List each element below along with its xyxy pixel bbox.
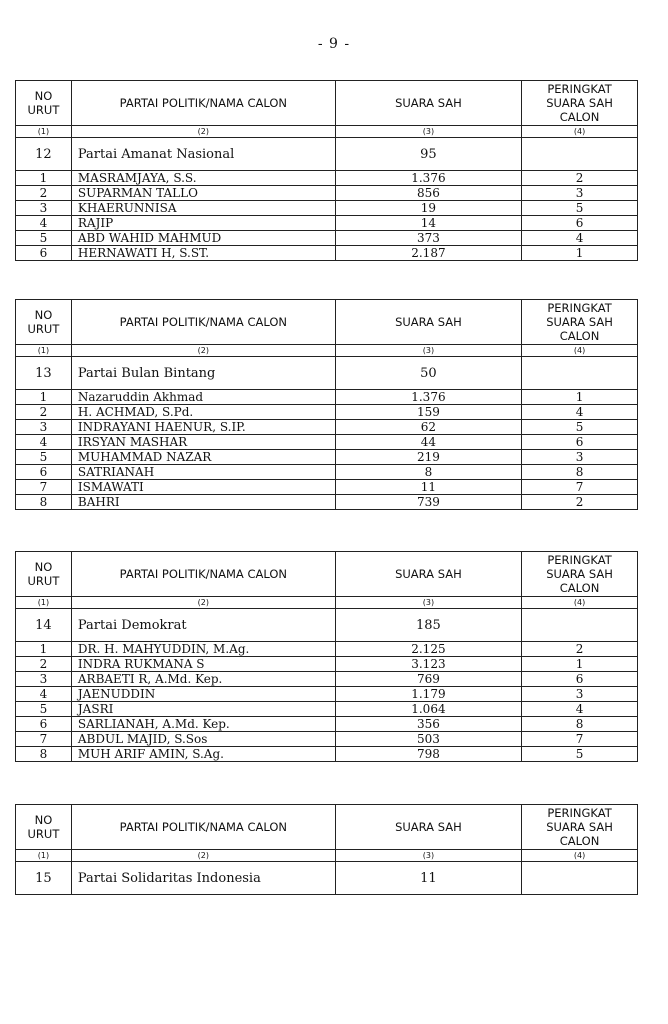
candidate-name: ARBAETI R, A.Md. Kep. xyxy=(71,672,335,687)
candidate-number: 1 xyxy=(16,171,72,186)
column-index-row xyxy=(16,850,638,862)
column-index: (3) xyxy=(335,850,521,862)
candidate-rank: 8 xyxy=(522,717,638,732)
candidate-votes: 19 xyxy=(335,201,521,216)
candidate-row xyxy=(16,465,638,480)
column-index: (2) xyxy=(71,850,335,862)
vote-table xyxy=(15,804,638,895)
candidate-name: ISMAWATI xyxy=(71,480,335,495)
column-index: (1) xyxy=(16,850,72,862)
party-rank xyxy=(522,138,638,171)
header-no-urut: NO URUT xyxy=(16,552,72,597)
candidate-row xyxy=(16,702,638,717)
candidate-number: 3 xyxy=(16,201,72,216)
candidate-row xyxy=(16,171,638,186)
column-index: (1) xyxy=(16,597,72,609)
column-index-row xyxy=(16,345,638,357)
candidate-row xyxy=(16,657,638,672)
candidate-votes: 219 xyxy=(335,450,521,465)
party-rank xyxy=(522,609,638,642)
candidate-number: 6 xyxy=(16,465,72,480)
candidate-number: 6 xyxy=(16,246,72,261)
candidate-votes: 3.123 xyxy=(335,657,521,672)
header-partai: PARTAI POLITIK/NAMA CALON xyxy=(71,552,335,597)
header-row xyxy=(16,552,638,597)
candidate-row xyxy=(16,186,638,201)
candidate-votes: 739 xyxy=(335,495,521,510)
party-name: Partai Solidaritas Indonesia xyxy=(71,862,335,895)
header-partai: PARTAI POLITIK/NAMA CALON xyxy=(71,805,335,850)
candidate-row xyxy=(16,450,638,465)
candidate-row xyxy=(16,216,638,231)
candidate-rank: 4 xyxy=(522,231,638,246)
candidate-number: 5 xyxy=(16,231,72,246)
candidate-votes: 11 xyxy=(335,480,521,495)
candidate-rank: 5 xyxy=(522,747,638,762)
party-number: 12 xyxy=(16,138,72,171)
candidate-votes: 2.125 xyxy=(335,642,521,657)
candidate-name: IRSYAN MASHAR xyxy=(71,435,335,450)
candidate-number: 2 xyxy=(16,186,72,201)
candidate-row xyxy=(16,435,638,450)
candidate-row xyxy=(16,480,638,495)
candidate-rank: 3 xyxy=(522,687,638,702)
column-index: (2) xyxy=(71,126,335,138)
candidate-number: 2 xyxy=(16,405,72,420)
column-index: (3) xyxy=(335,126,521,138)
candidate-votes: 159 xyxy=(335,405,521,420)
candidate-rank: 2 xyxy=(522,171,638,186)
party-name: Partai Amanat Nasional xyxy=(71,138,335,171)
candidate-name: MASRAMJAYA, S.S. xyxy=(71,171,335,186)
candidate-row xyxy=(16,231,638,246)
candidate-rank: 6 xyxy=(522,216,638,231)
candidate-name: MUH ARIF AMIN, S.Ag. xyxy=(71,747,335,762)
candidate-votes: 798 xyxy=(335,747,521,762)
header-suara: SUARA SAH xyxy=(335,300,521,345)
column-index: (1) xyxy=(16,126,72,138)
header-no-urut: NO URUT xyxy=(16,805,72,850)
header-suara: SUARA SAH xyxy=(335,81,521,126)
party-name: Partai Bulan Bintang xyxy=(71,357,335,390)
candidate-votes: 856 xyxy=(335,186,521,201)
candidate-rank: 3 xyxy=(522,450,638,465)
party-number: 13 xyxy=(16,357,72,390)
candidate-name: SUPARMAN TALLO xyxy=(71,186,335,201)
candidate-row xyxy=(16,201,638,216)
candidate-rank: 7 xyxy=(522,732,638,747)
candidate-name: SARLIANAH, A.Md. Kep. xyxy=(71,717,335,732)
party-row xyxy=(16,609,638,642)
party-row xyxy=(16,862,638,895)
party-rank xyxy=(522,357,638,390)
candidate-number: 4 xyxy=(16,687,72,702)
candidate-name: KHAERUNNISA xyxy=(71,201,335,216)
candidate-number: 3 xyxy=(16,420,72,435)
candidate-number: 4 xyxy=(16,216,72,231)
candidate-name: ABDUL MAJID, S.Sos xyxy=(71,732,335,747)
party-rank xyxy=(522,862,638,895)
candidate-votes: 1.376 xyxy=(335,171,521,186)
candidate-rank: 1 xyxy=(522,657,638,672)
party-name: Partai Demokrat xyxy=(71,609,335,642)
candidate-votes: 1.179 xyxy=(335,687,521,702)
candidate-number: 4 xyxy=(16,435,72,450)
party-number: 14 xyxy=(16,609,72,642)
header-partai: PARTAI POLITIK/NAMA CALON xyxy=(71,81,335,126)
candidate-row xyxy=(16,717,638,732)
column-index: (2) xyxy=(71,597,335,609)
vote-table xyxy=(15,80,638,261)
header-no-urut: NO URUT xyxy=(16,300,72,345)
candidate-number: 3 xyxy=(16,672,72,687)
candidate-number: 5 xyxy=(16,450,72,465)
candidate-votes: 14 xyxy=(335,216,521,231)
candidate-number: 8 xyxy=(16,747,72,762)
candidate-row xyxy=(16,732,638,747)
candidate-row xyxy=(16,687,638,702)
candidate-name: JAENUDDIN xyxy=(71,687,335,702)
candidate-rank: 2 xyxy=(522,642,638,657)
candidate-row xyxy=(16,405,638,420)
candidate-name: SATRIANAH xyxy=(71,465,335,480)
party-votes: 185 xyxy=(335,609,521,642)
candidate-votes: 356 xyxy=(335,717,521,732)
party-table xyxy=(15,804,638,895)
candidate-votes: 62 xyxy=(335,420,521,435)
column-index: (4) xyxy=(522,850,638,862)
candidate-rank: 6 xyxy=(522,435,638,450)
candidate-row xyxy=(16,672,638,687)
party-table xyxy=(15,299,638,510)
vote-table xyxy=(15,551,638,762)
party-table xyxy=(15,80,638,261)
candidate-votes: 1.064 xyxy=(335,702,521,717)
candidate-votes: 44 xyxy=(335,435,521,450)
candidate-votes: 769 xyxy=(335,672,521,687)
candidate-rank: 8 xyxy=(522,465,638,480)
candidate-name: JASRI xyxy=(71,702,335,717)
column-index: (4) xyxy=(522,126,638,138)
party-number: 15 xyxy=(16,862,72,895)
candidate-votes: 503 xyxy=(335,732,521,747)
header-peringkat: PERINGKAT SUARA SAH CALON xyxy=(522,81,638,126)
column-index: (1) xyxy=(16,345,72,357)
candidate-number: 6 xyxy=(16,717,72,732)
header-partai: PARTAI POLITIK/NAMA CALON xyxy=(71,300,335,345)
header-no-urut: NO URUT xyxy=(16,81,72,126)
party-votes: 95 xyxy=(335,138,521,171)
party-row xyxy=(16,357,638,390)
candidate-rank: 1 xyxy=(522,246,638,261)
candidate-name: INDRAYANI HAENUR, S.IP. xyxy=(71,420,335,435)
header-suara: SUARA SAH xyxy=(335,805,521,850)
candidate-votes: 373 xyxy=(335,231,521,246)
candidate-number: 2 xyxy=(16,657,72,672)
candidate-number: 8 xyxy=(16,495,72,510)
header-row xyxy=(16,81,638,126)
candidate-name: BAHRI xyxy=(71,495,335,510)
candidate-name: DR. H. MAHYUDDIN, M.Ag. xyxy=(71,642,335,657)
candidate-name: HERNAWATI H, S.ST. xyxy=(71,246,335,261)
candidate-rank: 4 xyxy=(522,702,638,717)
candidate-name: Nazaruddin Akhmad xyxy=(71,390,335,405)
candidate-number: 1 xyxy=(16,390,72,405)
candidate-number: 5 xyxy=(16,702,72,717)
candidate-rank: 3 xyxy=(522,186,638,201)
header-peringkat: PERINGKAT SUARA SAH CALON xyxy=(522,552,638,597)
candidate-name: RAJIP xyxy=(71,216,335,231)
party-votes: 11 xyxy=(335,862,521,895)
candidate-rank: 4 xyxy=(522,405,638,420)
column-index-row xyxy=(16,597,638,609)
column-index: (3) xyxy=(335,597,521,609)
header-peringkat: PERINGKAT SUARA SAH CALON xyxy=(522,300,638,345)
column-index-row xyxy=(16,126,638,138)
candidate-rank: 2 xyxy=(522,495,638,510)
candidate-name: MUHAMMAD NAZAR xyxy=(71,450,335,465)
candidate-rank: 1 xyxy=(522,390,638,405)
candidate-number: 7 xyxy=(16,732,72,747)
party-table xyxy=(15,551,638,762)
candidate-rank: 5 xyxy=(522,201,638,216)
candidate-number: 1 xyxy=(16,642,72,657)
header-row xyxy=(16,805,638,850)
candidate-number: 7 xyxy=(16,480,72,495)
candidate-row xyxy=(16,495,638,510)
column-index: (4) xyxy=(522,597,638,609)
vote-table xyxy=(15,299,638,510)
candidate-row xyxy=(16,747,638,762)
page-number: - 9 - xyxy=(317,36,351,52)
header-row xyxy=(16,300,638,345)
party-row xyxy=(16,138,638,171)
header-peringkat: PERINGKAT SUARA SAH CALON xyxy=(522,805,638,850)
party-votes: 50 xyxy=(335,357,521,390)
header-suara: SUARA SAH xyxy=(335,552,521,597)
column-index: (3) xyxy=(335,345,521,357)
candidate-rank: 5 xyxy=(522,420,638,435)
candidate-row xyxy=(16,246,638,261)
candidate-votes: 2.187 xyxy=(335,246,521,261)
candidate-name: ABD WAHID MAHMUD xyxy=(71,231,335,246)
candidate-row xyxy=(16,420,638,435)
candidate-row xyxy=(16,642,638,657)
column-index: (4) xyxy=(522,345,638,357)
candidate-name: INDRA RUKMANA S xyxy=(71,657,335,672)
candidate-votes: 8 xyxy=(335,465,521,480)
candidate-rank: 6 xyxy=(522,672,638,687)
candidate-name: H. ACHMAD, S.Pd. xyxy=(71,405,335,420)
candidate-votes: 1.376 xyxy=(335,390,521,405)
candidate-row xyxy=(16,390,638,405)
column-index: (2) xyxy=(71,345,335,357)
candidate-rank: 7 xyxy=(522,480,638,495)
